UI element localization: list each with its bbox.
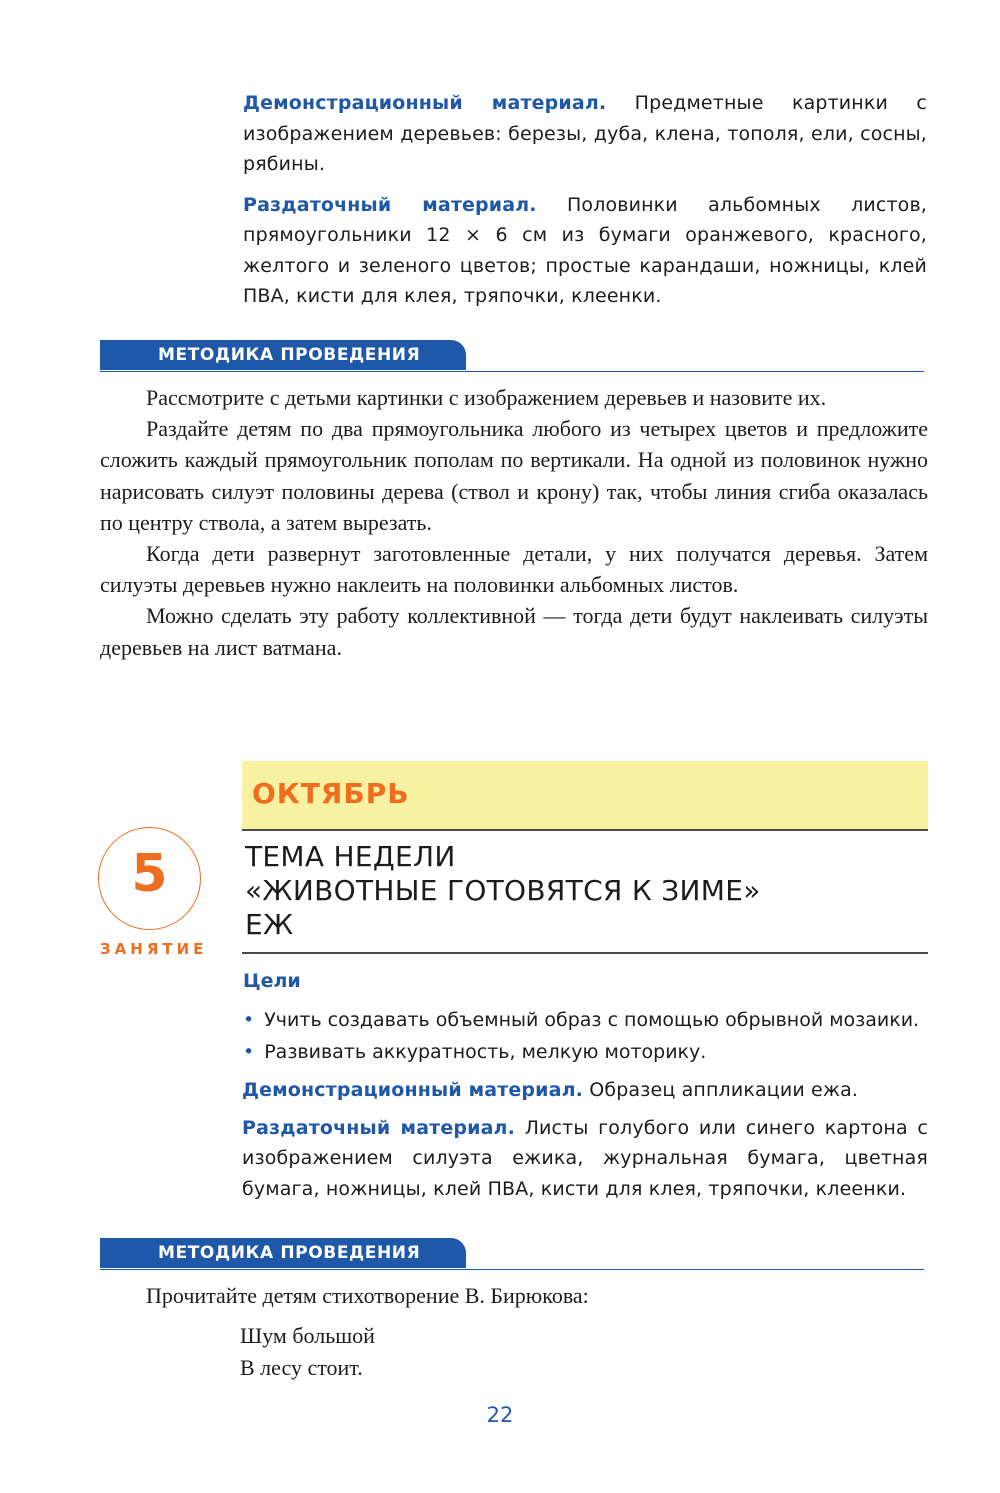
topic-bottom-rule: [242, 952, 928, 954]
methodology-text: [100, 382, 928, 663]
poem-line: Шум большой: [240, 1323, 375, 1348]
month-band: [242, 761, 928, 829]
top-materials: [243, 88, 927, 312]
month-title: ОКТЯБРЬ: [252, 777, 410, 810]
methodology-intro: [100, 1280, 928, 1311]
handout-material-text: Половинки альбомных листов, прямоугольники 12 × 6 см из бумаги оранжевого, красного, желтого и зеленого цветов; простые карандаши, ножницы, клей ПВА, кисти для клея, тряпочки, клеенки.: [243, 193, 927, 307]
paragraph: Когда дети развернут заготовленные детали, у них получатся деревья. Затем силуэты деревьев нужно наклеить на половинки альбомных листов.: [100, 541, 928, 598]
handout-material: [243, 190, 927, 312]
demo-material: [242, 1075, 928, 1106]
lesson-label: ЗАНЯТИЕ: [100, 940, 208, 958]
poem-line: В лесу стоит.: [240, 1355, 363, 1380]
lesson-number-circle: [98, 827, 201, 930]
demo-material-text: Образец аппликации ежа.: [583, 1079, 859, 1101]
lesson-topic: [245, 840, 761, 942]
list-item: [243, 1004, 933, 1036]
bullet-icon: •: [243, 1041, 255, 1063]
topic-line-1: ТЕМА НЕДЕЛИ: [245, 840, 456, 873]
bullet-icon: •: [243, 1009, 255, 1031]
paragraph: Раздайте детям по два прямоугольника любого из четырех цветов и предложите сложить каждый прямоугольник пополам по вертикали. На одной из половинок нужно нарисовать силуэт половины дерева (ствол и крону) так, чтобы линия сгиба оказалась по центру ствола, а затем вырезать.: [100, 416, 928, 535]
demo-material-label: Демонстрационный материал.: [243, 92, 607, 114]
section-heading-text: МЕТОДИКА ПРОВЕДЕНИЯ: [158, 1243, 421, 1263]
topic-top-rule: [242, 829, 928, 831]
handout-material-label: Раздаточный материал.: [242, 1116, 515, 1139]
section-heading-pill: [100, 1238, 466, 1268]
section-heading-methodology: [100, 340, 924, 372]
paragraph: Можно сделать эту работу коллективной — тогда дети будут наклеивать силуэты деревьев на лист ватмана.: [100, 603, 928, 660]
goal-text: Развивать аккуратность, мелкую моторику.: [264, 1041, 707, 1063]
goals-list: [243, 1004, 933, 1068]
section-divider: [100, 371, 924, 373]
topic-line-2: «ЖИВОТНЫЕ ГОТОВЯТСЯ К ЗИМЕ»: [245, 874, 761, 907]
page-number: 22: [486, 1403, 514, 1427]
section-heading-methodology: [100, 1238, 924, 1270]
demo-material-text: Предметные картинки с изображением деревьев: березы, дуба, клена, тополя, ели, сосны, рябины.: [243, 92, 927, 175]
handout-material: [242, 1113, 928, 1205]
list-item: [243, 1036, 933, 1068]
section-heading-pill: [100, 340, 466, 370]
handout-material-text: Листы голубого или синего картона с изображением силуэта ежика, журнальная бумага, цветная бумага, ножницы, клей ПВА, кисти для клея, тряпочки, клеенки.: [242, 1116, 928, 1200]
section-heading-text: МЕТОДИКА ПРОВЕДЕНИЯ: [158, 345, 421, 365]
goal-text: Учить создавать объемный образ с помощью обрывной мозаики.: [264, 1009, 920, 1031]
poem: [240, 1320, 375, 1384]
paragraph: Прочитайте детям стихотворение В. Бирюкова:: [146, 1283, 589, 1308]
topic-line-3: ЕЖ: [245, 908, 294, 941]
handout-material-label: Раздаточный материал.: [243, 193, 537, 216]
demo-material-label: Демонстрационный материал.: [242, 1079, 584, 1101]
lesson-number: 5: [131, 844, 168, 904]
paragraph: Рассмотрите с детьми картинки с изображением деревьев и назовите их.: [146, 385, 827, 410]
goals-title: Цели: [243, 970, 301, 992]
lesson-materials: [242, 1075, 928, 1204]
demo-material: [243, 88, 927, 180]
section-divider: [100, 1269, 924, 1271]
